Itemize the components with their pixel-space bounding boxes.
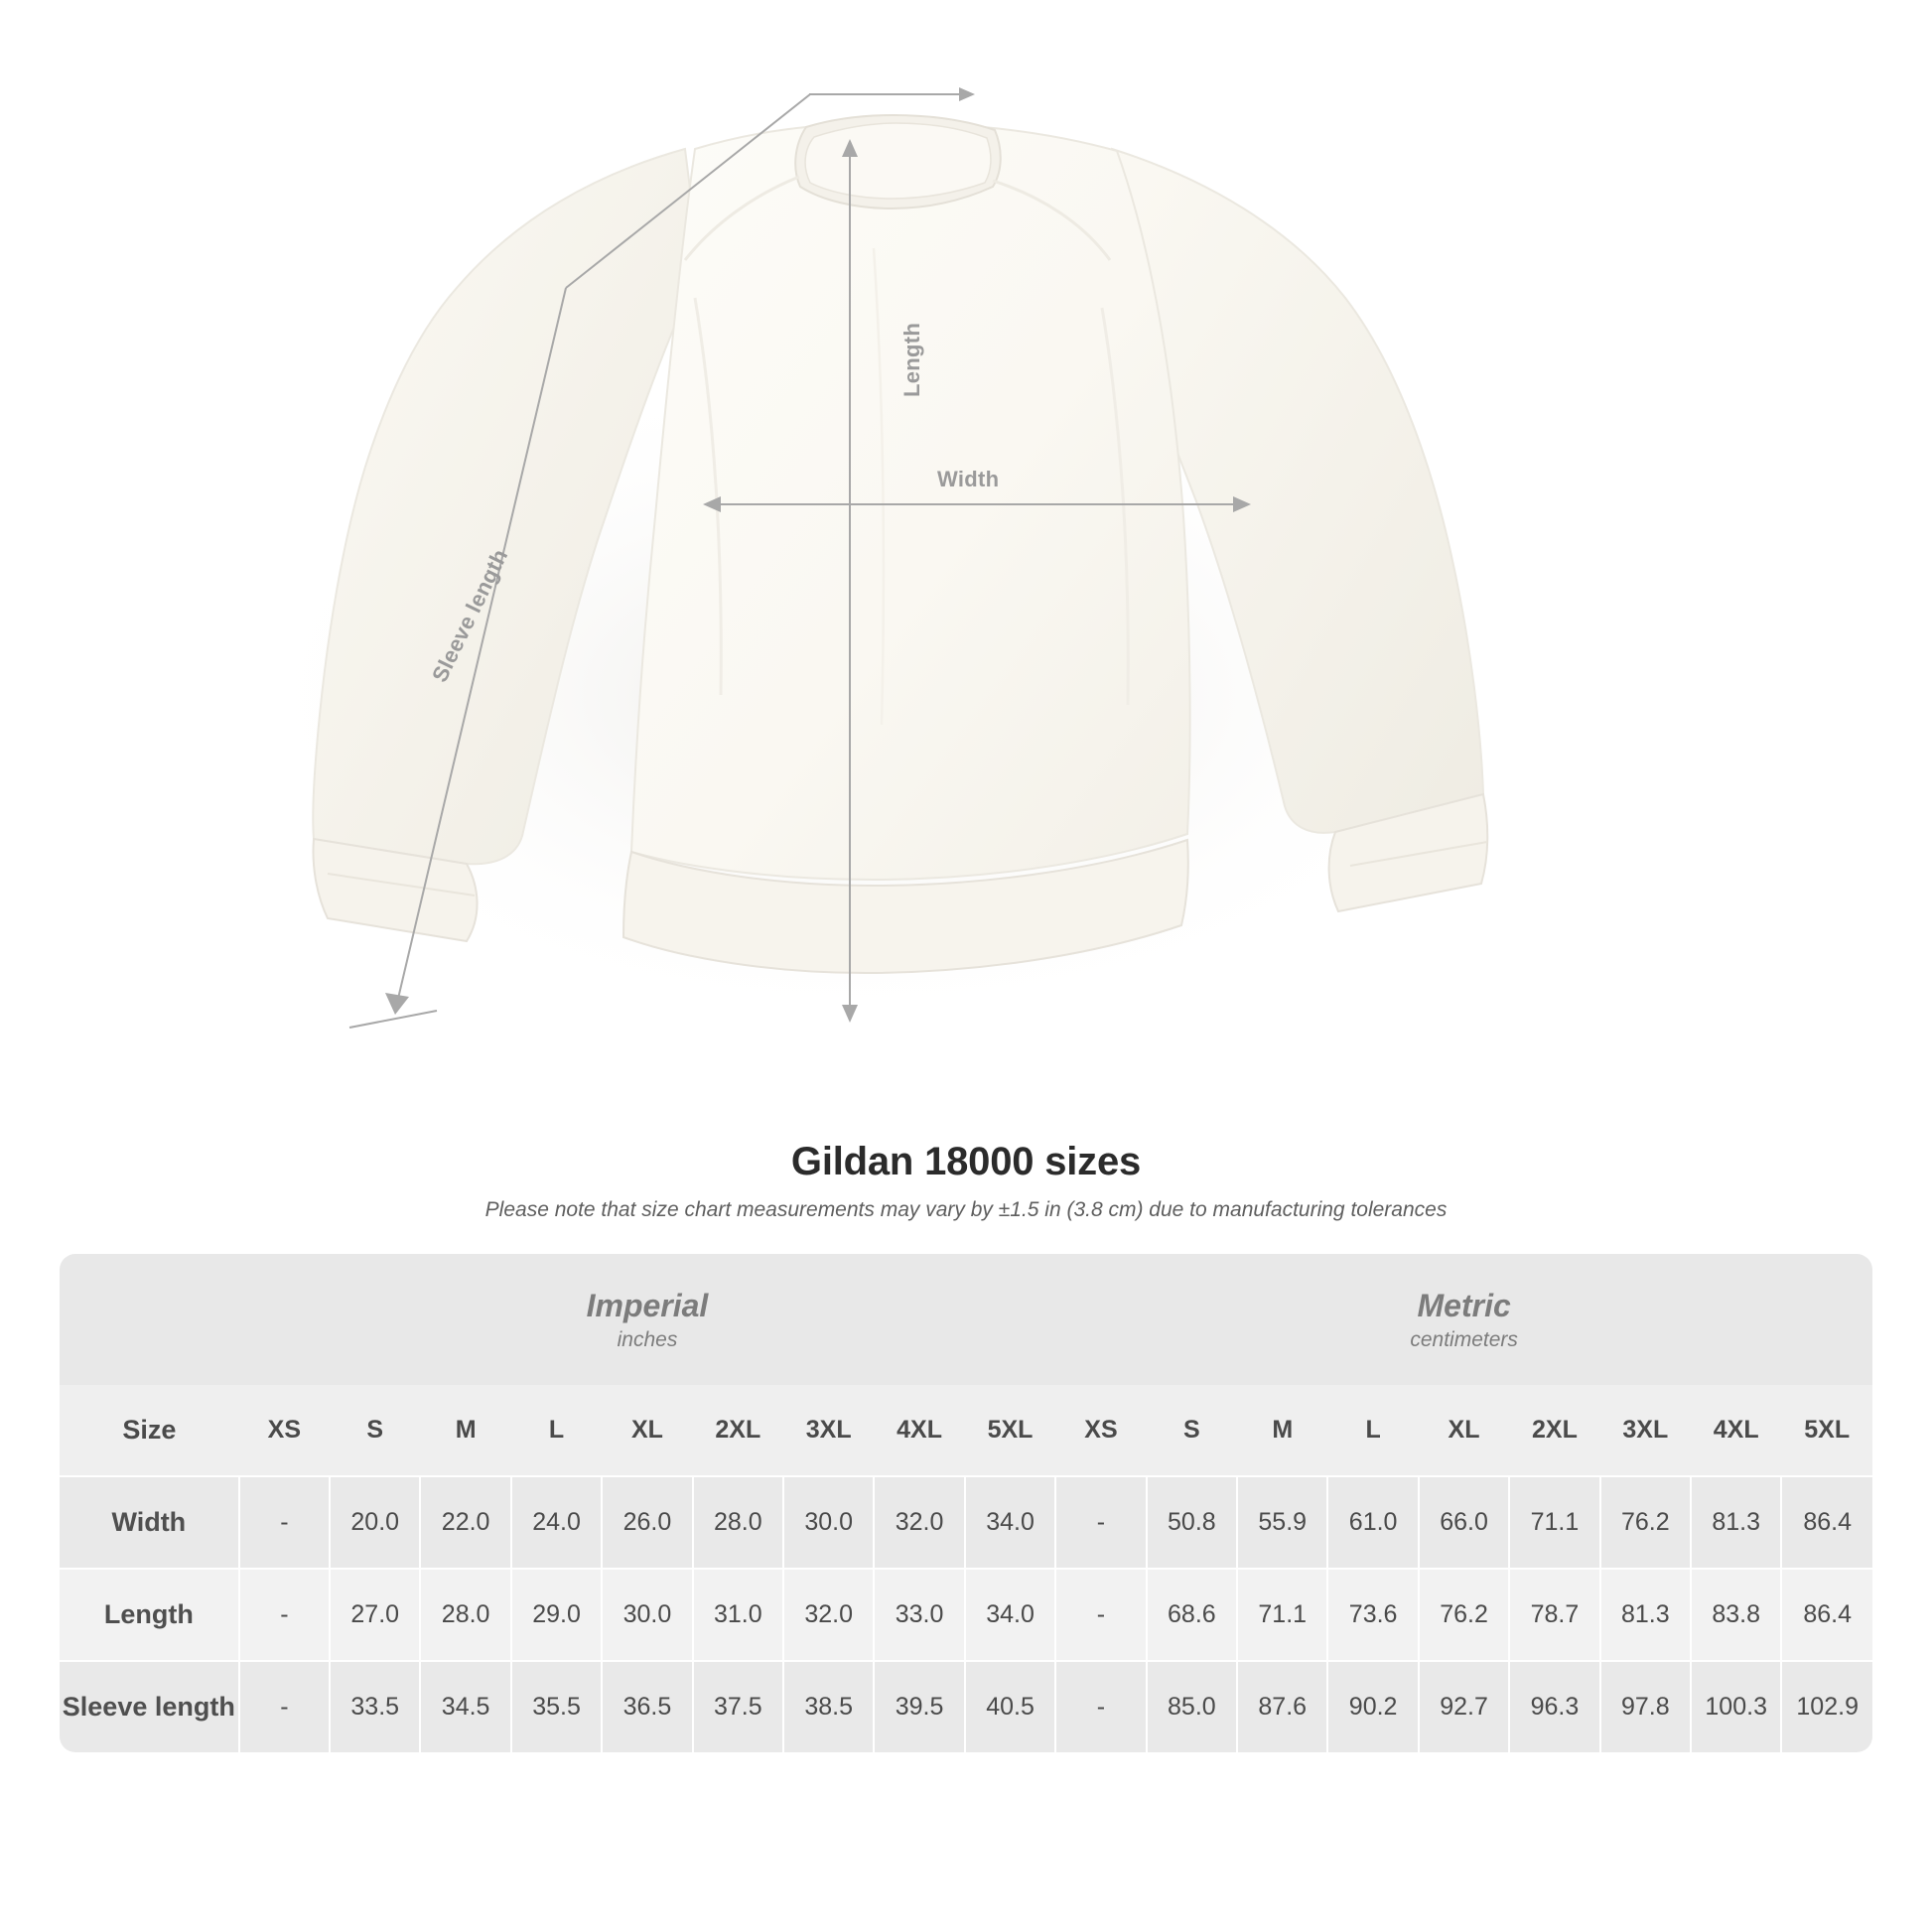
cell-length-imperial-m: 28.0 [420, 1569, 510, 1661]
cell-sleeve-imperial-3xl: 38.5 [783, 1661, 874, 1752]
size-header-label: Size [60, 1385, 239, 1476]
cell-sleeve-metric-2xl: 96.3 [1509, 1661, 1599, 1752]
row-label-sleeve-length: Sleeve length [60, 1661, 239, 1752]
cell-width-metric-m: 55.9 [1237, 1476, 1327, 1569]
unit-name-imperial: Imperial [586, 1288, 709, 1323]
unit-name-metric: Metric [1417, 1288, 1511, 1323]
cell-width-imperial-3xl: 30.0 [783, 1476, 874, 1569]
cell-sleeve-imperial-xs: - [239, 1661, 330, 1752]
size-header-metric-s: S [1147, 1385, 1237, 1476]
cell-width-imperial-xs: - [239, 1476, 330, 1569]
cell-length-imperial-l: 29.0 [511, 1569, 602, 1661]
table-row [60, 1476, 1872, 1569]
cell-sleeve-metric-s: 85.0 [1147, 1661, 1237, 1752]
sleeve-length-dimension-label: Sleeve length [427, 545, 513, 686]
size-header-row [60, 1385, 1872, 1476]
size-table-container [60, 1254, 1872, 1752]
cell-sleeve-metric-4xl: 100.3 [1691, 1661, 1781, 1752]
unit-header-metric [1055, 1254, 1872, 1385]
size-header-metric-l: L [1327, 1385, 1418, 1476]
unit-header-corner [60, 1254, 239, 1385]
page-title: Gildan 18000 sizes [790, 1140, 1142, 1183]
cell-length-metric-3xl: 81.3 [1600, 1569, 1691, 1661]
cell-sleeve-imperial-l: 35.5 [511, 1661, 602, 1752]
cell-sleeve-imperial-4xl: 39.5 [874, 1661, 964, 1752]
cell-width-imperial-5xl: 34.0 [965, 1476, 1055, 1569]
cell-length-metric-xl: 76.2 [1419, 1569, 1509, 1661]
cell-sleeve-metric-xs: - [1055, 1661, 1146, 1752]
cell-sleeve-metric-3xl: 97.8 [1600, 1661, 1691, 1752]
cell-length-imperial-xs: - [239, 1569, 330, 1661]
cell-length-imperial-2xl: 31.0 [693, 1569, 783, 1661]
cell-width-imperial-m: 22.0 [420, 1476, 510, 1569]
width-dimension-label: Width [937, 467, 1000, 491]
size-header-metric-m: M [1237, 1385, 1327, 1476]
size-table [60, 1254, 1872, 1752]
cell-length-metric-5xl: 86.4 [1781, 1569, 1872, 1661]
cell-width-imperial-l: 24.0 [511, 1476, 602, 1569]
cell-length-imperial-xl: 30.0 [602, 1569, 692, 1661]
cell-width-metric-l: 61.0 [1327, 1476, 1418, 1569]
cell-length-metric-l: 73.6 [1327, 1569, 1418, 1661]
table-row [60, 1661, 1872, 1752]
cell-width-imperial-xl: 26.0 [602, 1476, 692, 1569]
size-header-imperial-4xl: 4XL [874, 1385, 964, 1476]
cell-length-imperial-4xl: 33.0 [874, 1569, 964, 1661]
cell-width-metric-4xl: 81.3 [1691, 1476, 1781, 1569]
unit-header-imperial [239, 1254, 1056, 1385]
title-block [0, 1140, 1932, 1222]
size-header-imperial-xl: XL [602, 1385, 692, 1476]
size-header-imperial-5xl: 5XL [965, 1385, 1055, 1476]
unit-sub-imperial: inches [617, 1327, 678, 1351]
cell-width-metric-xl: 66.0 [1419, 1476, 1509, 1569]
size-header-imperial-3xl: 3XL [783, 1385, 874, 1476]
unit-sub-metric: centimeters [1410, 1327, 1518, 1351]
size-header-metric-xs: XS [1055, 1385, 1146, 1476]
size-header-imperial-2xl: 2XL [693, 1385, 783, 1476]
cell-width-metric-s: 50.8 [1147, 1476, 1237, 1569]
cell-length-imperial-s: 27.0 [330, 1569, 420, 1661]
cell-width-imperial-4xl: 32.0 [874, 1476, 964, 1569]
size-header-metric-xl: XL [1419, 1385, 1509, 1476]
row-label-width: Width [60, 1476, 239, 1569]
cell-length-metric-s: 68.6 [1147, 1569, 1237, 1661]
cell-sleeve-metric-l: 90.2 [1327, 1661, 1418, 1752]
cell-length-metric-2xl: 78.7 [1509, 1569, 1599, 1661]
length-dimension-label: Length [899, 322, 924, 397]
cell-sleeve-metric-5xl: 102.9 [1781, 1661, 1872, 1752]
cell-sleeve-imperial-5xl: 40.5 [965, 1661, 1055, 1752]
tolerance-note: Please note that size chart measurements may vary by ±1.5 in (3.8 cm) due to manufacturing tolerances [484, 1198, 1448, 1221]
cell-length-imperial-5xl: 34.0 [965, 1569, 1055, 1661]
cell-width-metric-5xl: 86.4 [1781, 1476, 1872, 1569]
size-header-metric-4xl: 4XL [1691, 1385, 1781, 1476]
cell-sleeve-metric-xl: 92.7 [1419, 1661, 1509, 1752]
size-header-metric-3xl: 3XL [1600, 1385, 1691, 1476]
cell-width-metric-xs: - [1055, 1476, 1146, 1569]
size-header-imperial-l: L [511, 1385, 602, 1476]
table-row [60, 1569, 1872, 1661]
size-header-metric-2xl: 2XL [1509, 1385, 1599, 1476]
cell-width-imperial-s: 20.0 [330, 1476, 420, 1569]
unit-header-row [60, 1254, 1872, 1385]
cell-length-imperial-3xl: 32.0 [783, 1569, 874, 1661]
cell-width-imperial-2xl: 28.0 [693, 1476, 783, 1569]
cell-length-metric-4xl: 83.8 [1691, 1569, 1781, 1661]
row-label-length: Length [60, 1569, 239, 1661]
cell-sleeve-imperial-2xl: 37.5 [693, 1661, 783, 1752]
cell-sleeve-imperial-s: 33.5 [330, 1661, 420, 1752]
cell-sleeve-imperial-m: 34.5 [420, 1661, 510, 1752]
cell-length-metric-m: 71.1 [1237, 1569, 1327, 1661]
cell-width-metric-3xl: 76.2 [1600, 1476, 1691, 1569]
cell-length-metric-xs: - [1055, 1569, 1146, 1661]
cell-sleeve-imperial-xl: 36.5 [602, 1661, 692, 1752]
size-header-imperial-m: M [420, 1385, 510, 1476]
size-header-imperial-s: S [330, 1385, 420, 1476]
size-header-metric-5xl: 5XL [1781, 1385, 1872, 1476]
size-header-imperial-xs: XS [239, 1385, 330, 1476]
cell-sleeve-metric-m: 87.6 [1237, 1661, 1327, 1752]
cell-width-metric-2xl: 71.1 [1509, 1476, 1599, 1569]
